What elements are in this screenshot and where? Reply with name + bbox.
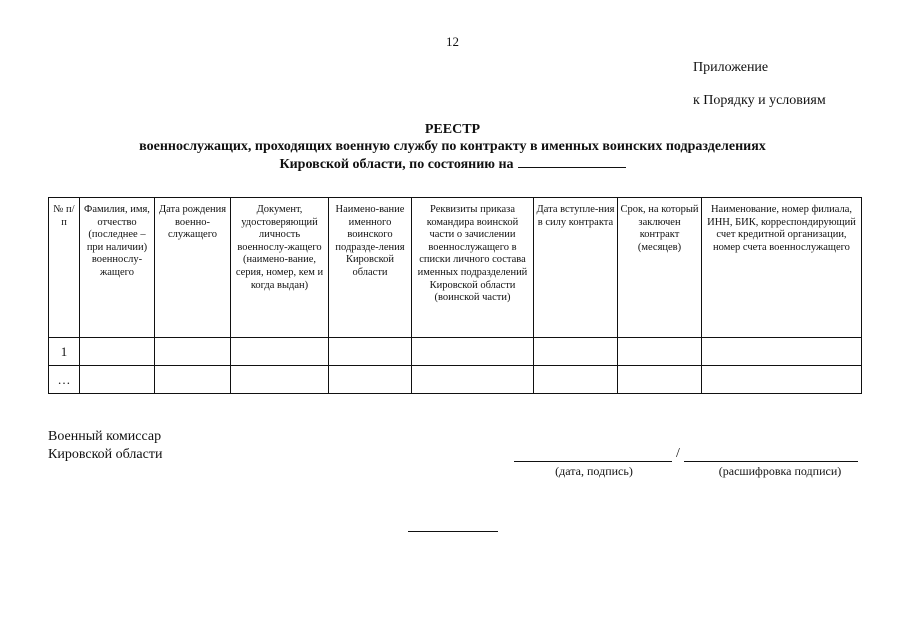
header-contract-date: Дата вступле-ния в силу контракта — [534, 198, 618, 338]
title-line-2: военнослужащих, проходящих военную службу по контракту в именных воинских подразделениях — [139, 139, 766, 154]
table-cell — [231, 338, 329, 366]
table-cell — [412, 366, 534, 394]
date-signature-line — [514, 461, 672, 462]
table-cell — [155, 366, 231, 394]
header-contract-term: Срок, на который заключен контракт (месяцев) — [618, 198, 702, 338]
table-row — [49, 338, 862, 366]
table-cell — [80, 366, 155, 394]
table-cell — [80, 338, 155, 366]
appendix-line-1: Приложение — [693, 60, 769, 75]
table-cell — [329, 366, 412, 394]
signature-slash: / — [676, 446, 680, 461]
table-cell — [618, 366, 702, 394]
signature-decode-caption: (расшифровка подписи) — [718, 464, 842, 478]
document-title — [0, 121, 905, 173]
signatory-block — [48, 428, 162, 464]
table-cell: … — [49, 366, 80, 394]
title-line-3-text: Кировской области, по состоянию на — [279, 157, 514, 172]
table-cell — [534, 338, 618, 366]
table-cell — [329, 338, 412, 366]
date-signature-caption: (дата, подпись) — [555, 464, 633, 478]
table-cell — [618, 338, 702, 366]
table-cell — [702, 338, 862, 366]
header-unit-name: Наимено-вание именного воинского подразде-ления Кировской области — [329, 198, 412, 338]
signatory-title-line-1: Военный комиссар — [48, 429, 162, 444]
end-separator-line — [408, 531, 498, 532]
title-line-3 — [0, 155, 905, 173]
registry-table — [48, 197, 862, 394]
table-cell — [155, 338, 231, 366]
table-cell — [702, 366, 862, 394]
table-header-row — [49, 198, 862, 338]
header-full-name: Фамилия, имя, отчество (последнее – при наличии) военнослу-жащего — [80, 198, 155, 338]
header-order-details: Реквизиты приказа командира воинской части о зачислении военнослужащего в списки личного состава именных подразделений Кировской области (воинской части) — [412, 198, 534, 338]
appendix-line-2: к Порядку и условиям — [693, 93, 826, 108]
table-row — [49, 366, 862, 394]
signatory-title-line-2: Кировской области — [48, 447, 163, 462]
table-cell: 1 — [49, 338, 80, 366]
header-id-document: Документ, удостоверяющий личность военнослу-жащего (наимено-вание, серия, номер, кем и когда выдан) — [231, 198, 329, 338]
header-number: № п/п — [49, 198, 80, 338]
table-cell — [231, 366, 329, 394]
page-number: 12 — [446, 34, 459, 49]
date-blank-line — [518, 155, 626, 168]
header-bank-details: Наименование, номер филиала, ИНН, БИК, корреспондирующий счет кредитной организации, номер счета военнослужащего — [702, 198, 862, 338]
signature-decode-line — [684, 461, 858, 462]
title-line-1: РЕЕСТР — [424, 122, 481, 137]
table-cell — [412, 338, 534, 366]
table-cell — [534, 366, 618, 394]
header-birth-date: Дата рождения военно-служащего — [155, 198, 231, 338]
